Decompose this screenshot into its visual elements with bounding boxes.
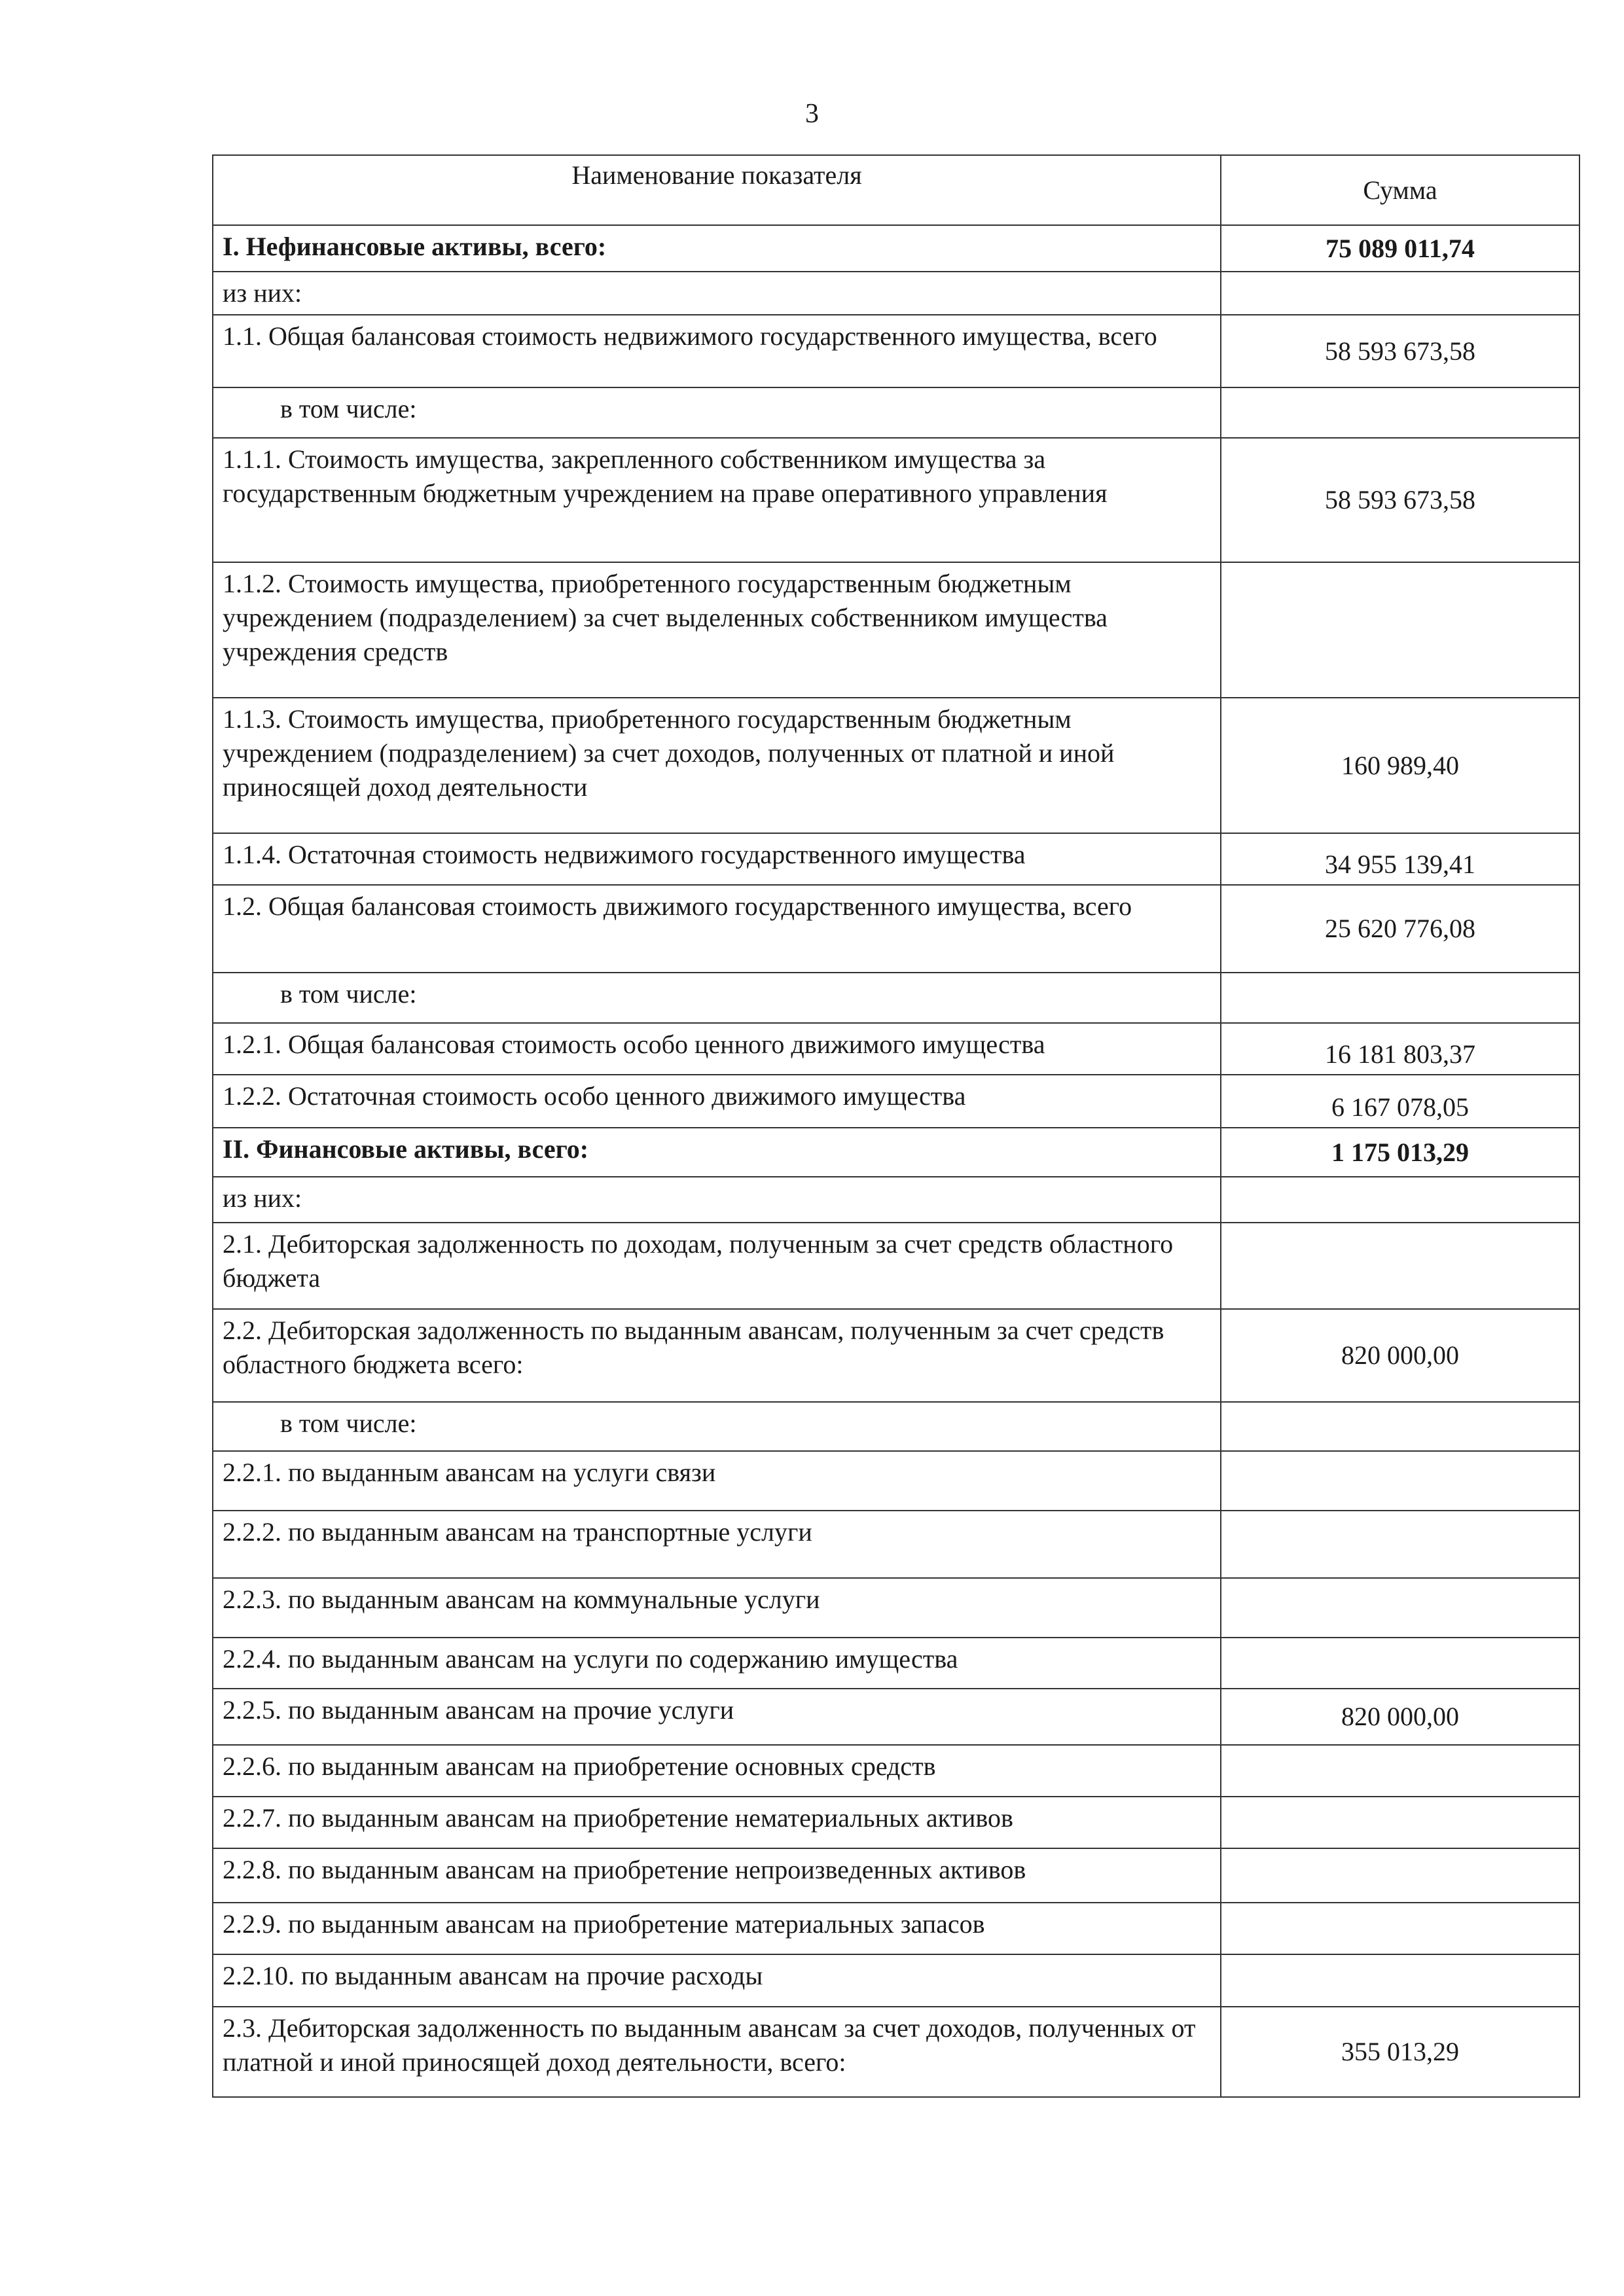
row-name: 2.2.5. по выданным авансам на прочие услуги xyxy=(213,1689,1221,1745)
table-row xyxy=(213,1402,1579,1451)
row-name: 1.1.1. Стоимость имущества, закрепленного собственником имущества за государственным бюджетным учреждением на праве оперативного управления xyxy=(213,438,1221,562)
table-row xyxy=(213,387,1579,438)
row-name: 2.2.7. по выданным авансам на приобретение нематериальных активов xyxy=(213,1797,1221,1848)
row-sum xyxy=(1221,973,1579,1023)
table-row xyxy=(213,2007,1579,2097)
table-row xyxy=(213,438,1579,562)
table-row xyxy=(213,1451,1579,1511)
row-sum: 1 175 013,29 xyxy=(1221,1128,1579,1177)
row-name: из них: xyxy=(213,1177,1221,1223)
page-number: 3 xyxy=(805,99,819,129)
table-row xyxy=(213,885,1579,973)
row-sum: 75 089 011,74 xyxy=(1221,225,1579,272)
row-name: 2.2.6. по выданным авансам на приобретение основных средств xyxy=(213,1745,1221,1797)
table-row xyxy=(213,1689,1579,1745)
table-row xyxy=(213,1745,1579,1797)
header-name: Наименование показателя xyxy=(213,155,1221,225)
row-name: 2.2. Дебиторская задолженность по выданным авансам, полученным за счет средств областного бюджета всего: xyxy=(213,1309,1221,1402)
table-row xyxy=(213,1511,1579,1578)
row-sum: 34 955 139,41 xyxy=(1221,833,1579,885)
row-name: 2.2.9. по выданным авансам на приобретение материальных запасов xyxy=(213,1903,1221,1954)
table-row xyxy=(213,1903,1579,1954)
row-sum xyxy=(1221,1848,1579,1903)
row-name: из них: xyxy=(213,272,1221,315)
table-row xyxy=(213,1848,1579,1903)
row-name: 1.2.2. Остаточная стоимость особо ценного движимого имущества xyxy=(213,1075,1221,1128)
row-sum xyxy=(1221,1402,1579,1451)
row-sum xyxy=(1221,1223,1579,1309)
row-sum: 160 989,40 xyxy=(1221,698,1579,833)
row-sum xyxy=(1221,1797,1579,1848)
row-sum: 6 167 078,05 xyxy=(1221,1075,1579,1128)
row-name: 2.2.2. по выданным авансам на транспортные услуги xyxy=(213,1511,1221,1578)
table-row xyxy=(213,225,1579,272)
row-sum xyxy=(1221,562,1579,698)
row-name: 2.2.4. по выданным авансам на услуги по содержанию имущества xyxy=(213,1638,1221,1689)
row-name: 1.2.1. Общая балансовая стоимость особо ценного движимого имущества xyxy=(213,1023,1221,1075)
table-row xyxy=(213,1578,1579,1638)
row-sum xyxy=(1221,1954,1579,2007)
row-sum: 25 620 776,08 xyxy=(1221,885,1579,973)
table-row xyxy=(213,1638,1579,1689)
row-sum: 58 593 673,58 xyxy=(1221,438,1579,562)
table-row xyxy=(213,833,1579,885)
table-row xyxy=(213,562,1579,698)
table-row xyxy=(213,1128,1579,1177)
row-name: в том числе: xyxy=(213,387,1221,438)
row-sum xyxy=(1221,1177,1579,1223)
row-sum xyxy=(1221,1903,1579,1954)
row-name: 2.2.10. по выданным авансам на прочие расходы xyxy=(213,1954,1221,2007)
table-row xyxy=(213,1075,1579,1128)
table-row xyxy=(213,1309,1579,1402)
row-name: II. Финансовые активы, всего: xyxy=(213,1128,1221,1177)
row-sum xyxy=(1221,1745,1579,1797)
row-sum: 58 593 673,58 xyxy=(1221,315,1579,387)
row-sum xyxy=(1221,1511,1579,1578)
header-sum: Сумма xyxy=(1221,155,1579,225)
row-name: I. Нефинансовые активы, всего: xyxy=(213,225,1221,272)
row-sum xyxy=(1221,387,1579,438)
row-sum: 820 000,00 xyxy=(1221,1689,1579,1745)
row-name: 1.1.3. Стоимость имущества, приобретенного государственным бюджетным учреждением (подразделением) за счет доходов, полученных от платной и иной приносящей доход деятельности xyxy=(213,698,1221,833)
row-sum: 355 013,29 xyxy=(1221,2007,1579,2097)
table-row xyxy=(213,1177,1579,1223)
row-name: в том числе: xyxy=(213,973,1221,1023)
report-table xyxy=(212,154,1580,2098)
row-sum xyxy=(1221,1451,1579,1511)
row-name: 1.1.2. Стоимость имущества, приобретенного государственным бюджетным учреждением (подразделением) за счет выделенных собственником имущества учреждения средств xyxy=(213,562,1221,698)
row-name: 2.3. Дебиторская задолженность по выданным авансам за счет доходов, полученных от платной и иной приносящей доход деятельности, всего: xyxy=(213,2007,1221,2097)
table-row xyxy=(213,1023,1579,1075)
row-name: 1.2. Общая балансовая стоимость движимого государственного имущества, всего xyxy=(213,885,1221,973)
table-row xyxy=(213,272,1579,315)
row-sum xyxy=(1221,1578,1579,1638)
row-name: в том числе: xyxy=(213,1402,1221,1451)
table-row xyxy=(213,1954,1579,2007)
table-row xyxy=(213,1797,1579,1848)
table-row xyxy=(213,315,1579,387)
row-name: 1.1. Общая балансовая стоимость недвижимого государственного имущества, всего xyxy=(213,315,1221,387)
row-name: 2.2.8. по выданным авансам на приобретение непроизведенных активов xyxy=(213,1848,1221,1903)
table-row xyxy=(213,973,1579,1023)
row-sum: 820 000,00 xyxy=(1221,1309,1579,1402)
row-sum xyxy=(1221,1638,1579,1689)
row-sum xyxy=(1221,272,1579,315)
row-name: 2.2.1. по выданным авансам на услуги связи xyxy=(213,1451,1221,1511)
row-sum: 16 181 803,37 xyxy=(1221,1023,1579,1075)
row-name: 2.1. Дебиторская задолженность по доходам, полученным за счет средств областного бюджета xyxy=(213,1223,1221,1309)
row-name: 1.1.4. Остаточная стоимость недвижимого государственного имущества xyxy=(213,833,1221,885)
row-name: 2.2.3. по выданным авансам на коммунальные услуги xyxy=(213,1578,1221,1638)
table-row xyxy=(213,1223,1579,1309)
table-header-row xyxy=(213,155,1579,225)
table-row xyxy=(213,698,1579,833)
